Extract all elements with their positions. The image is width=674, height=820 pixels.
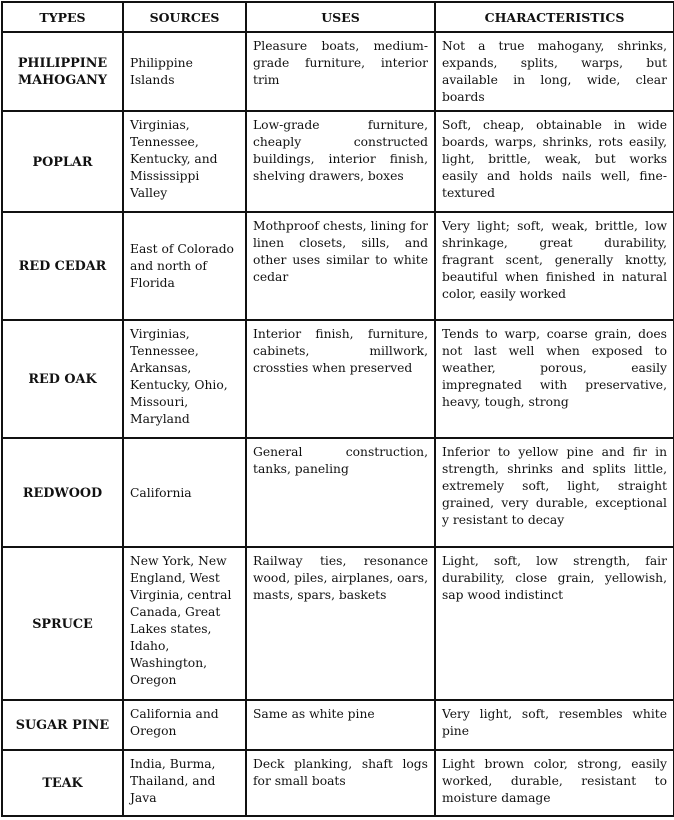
table-row — [2, 438, 674, 547]
header-characteristics: CHARACTERISTICS — [435, 2, 674, 32]
source-cell: New York, New England, West Virginia, central Canada, Great Lakes states, Idaho, Washington, Oregon — [123, 547, 246, 700]
type-cell: PHILIPPINE MAHOGANY — [2, 32, 123, 111]
uses-cell: Pleasure boats, medium-grade furniture, interior trim — [246, 32, 435, 111]
header-row — [2, 2, 674, 32]
uses-cell: Same as white pine — [246, 700, 435, 750]
source-cell: California and Oregon — [123, 700, 246, 750]
characteristics-cell: Very light, soft, resembles white pine — [435, 700, 674, 750]
type-cell: RED CEDAR — [2, 212, 123, 320]
uses-cell: General construction, tanks, paneling — [246, 438, 435, 547]
uses-cell: Low-grade furniture, cheaply constructed buildings, interior finish, shelving drawers, boxes — [246, 111, 435, 212]
table-row — [2, 212, 674, 320]
table-row — [2, 700, 674, 750]
characteristics-cell: Not a true mahogany, shrinks, expands, splits, warps, but available in long, wide, clear boards — [435, 32, 674, 111]
source-cell: Virginias, Tennessee, Arkansas, Kentucky, Ohio, Missouri, Maryland — [123, 320, 246, 438]
characteristics-cell: Tends to warp, coarse grain, does not last well when exposed to weather, porous, easily impregnated with preservative, heavy, tough, strong — [435, 320, 674, 438]
wood-types-table — [1, 1, 674, 817]
uses-cell: Interior finish, furniture, cabinets, millwork, crossties when preserved — [246, 320, 435, 438]
type-cell: SPRUCE — [2, 547, 123, 700]
table-row — [2, 111, 674, 212]
table-row — [2, 32, 674, 111]
header-uses: USES — [246, 2, 435, 32]
type-cell: RED OAK — [2, 320, 123, 438]
characteristics-cell: Very light; soft, weak, brittle, low shrinkage, great durability, fragrant scent, generally knotty, beautiful when finished in natural color, easily worked — [435, 212, 674, 320]
source-cell: East of Colorado and north of Florida — [123, 212, 246, 320]
source-cell: California — [123, 438, 246, 547]
uses-cell: Deck planking, shaft logs for small boats — [246, 750, 435, 816]
header-sources: SOURCES — [123, 2, 246, 32]
type-cell: SUGAR PINE — [2, 700, 123, 750]
characteristics-cell: Inferior to yellow pine and fir in strength, shrinks and splits little, extremely soft, light, straight grained, very durable, exceptional y resistant to decay — [435, 438, 674, 547]
uses-cell: Mothproof chests, lining for linen closets, sills, and other uses similar to white cedar — [246, 212, 435, 320]
source-cell: India, Burma, Thailand, and Java — [123, 750, 246, 816]
source-cell: Virginias, Tennessee, Kentucky, and Mississippi Valley — [123, 111, 246, 212]
table-row — [2, 750, 674, 816]
type-cell: TEAK — [2, 750, 123, 816]
characteristics-cell: Soft, cheap, obtainable in wide boards, warps, shrinks, rots easily, light, brittle, weak, but works easily and holds nails well, fine-textured — [435, 111, 674, 212]
table-row — [2, 547, 674, 700]
type-cell: POPLAR — [2, 111, 123, 212]
source-cell: Philippine Islands — [123, 32, 246, 111]
characteristics-cell: Light, soft, low strength, fair durability, close grain, yellowish, sap wood indistinct — [435, 547, 674, 700]
type-cell: REDWOOD — [2, 438, 123, 547]
characteristics-cell: Light brown color, strong, easily worked, durable, resistant to moisture damage — [435, 750, 674, 816]
header-types: TYPES — [2, 2, 123, 32]
table-row — [2, 320, 674, 438]
uses-cell: Railway ties, resonance wood, piles, airplanes, oars, masts, spars, baskets — [246, 547, 435, 700]
